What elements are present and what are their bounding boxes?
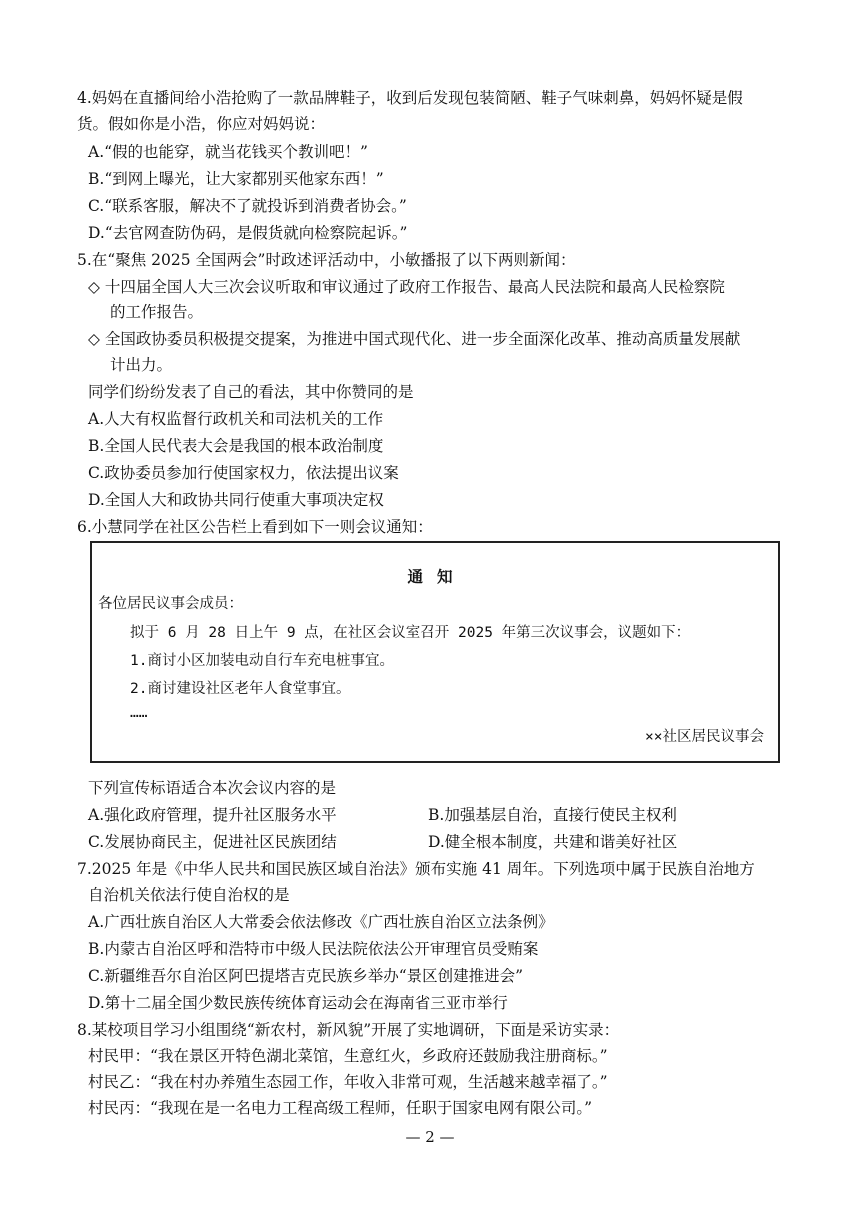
notice-title: 通知 — [407, 568, 467, 586]
q5-news-item-1-cont: 的工作报告。 — [110, 303, 204, 321]
notice-item-2: 2.商讨建设社区老年人食堂事宜。 — [130, 681, 351, 697]
q4-stem-line2: 货。假如你是小浩，你应对妈妈说： — [77, 115, 326, 133]
page-number: — 2 — — [405, 1128, 455, 1146]
q8-quote-3: 村民丙：“我现在是一名电力工程高级工程师，任职于国家电网有限公司。” — [88, 1099, 593, 1117]
notice-salutation: 各位居民议事会成员： — [98, 596, 243, 612]
q8-quote-2: 村民乙：“我在村办养殖生态园工作，年收入非常可观，生活越来越幸福了。” — [88, 1073, 608, 1091]
q6-prompt: 下列宣传标语适合本次会议内容的是 — [88, 779, 337, 797]
q5-option-c: C.政协委员参加行使国家权力，依法提出议案 — [88, 464, 399, 482]
q8-stem: 8.某校项目学习小组围绕“新农村，新风貌”开展了实地调研，下面是采访实录： — [77, 1021, 620, 1039]
q6-option-b: B.加强基层自治，直接行使民主权利 — [428, 806, 677, 824]
q5-option-b: B.全国人民代表大会是我国的根本政治制度 — [88, 437, 384, 455]
q5-news-item-1: ◇ 十四届全国人大三次会议听取和审议通过了政府工作报告、最高人民法院和最高人民检察院 — [88, 278, 725, 296]
notice-ellipsis: …… — [130, 705, 148, 721]
notice-item-1: 1.商讨小区加装电动自行车充电桩事宜。 — [130, 653, 394, 669]
q4-stem-line1: 4.妈妈在直播间给小浩抢购了一款品牌鞋子，收到后发现包装简陋、鞋子气味刺鼻，妈妈怀疑是假 — [77, 89, 743, 107]
q5-news-item-2: ◇ 全国政协委员积极提交提案，为推进中国式现代化、进一步全面深化改革、推动高质量发展献 — [88, 330, 741, 348]
q6-option-c: C.发展协商民主，促进社区民族团结 — [88, 833, 337, 851]
q6-stem: 6.小慧同学在社区公告栏上看到如下一则会议通知： — [77, 518, 433, 536]
notice-box — [90, 541, 780, 763]
q5-option-a: A.人大有权监督行政机关和司法机关的工作 — [88, 410, 384, 428]
q5-prompt: 同学们纷纷发表了自己的看法，其中你赞同的是 — [88, 383, 414, 401]
q4-option-d: D.“去官网查防伪码，是假货就向检察院起诉。” — [88, 224, 408, 242]
q7-stem-line1: 7.2025 年是《中华人民共和国民族区域自治法》颁布实施 41 周年。下列选项中属于民族自治地方 — [77, 860, 755, 878]
notice-signature: ××社区居民议事会 — [645, 729, 764, 745]
q4-option-a: A.“假的也能穿，就当花钱买个教训吧！” — [88, 143, 368, 161]
q5-stem: 5.在“聚焦 2025 全国两会”时政述评活动中，小敏播报了以下两则新闻： — [77, 251, 576, 269]
q6-option-d: D.健全根本制度，共建和谐美好社区 — [428, 833, 678, 851]
q8-quote-1: 村民甲：“我在景区开特色湖北菜馆，生意红火，乡政府还鼓励我注册商标。” — [88, 1047, 608, 1065]
q7-option-a: A.广西壮族自治区人大常委会依法修改《广西壮族自治区立法条例》 — [88, 913, 554, 931]
q4-option-c: C.“联系客服，解决不了就投诉到消费者协会。” — [88, 197, 407, 215]
notice-body: 拟于 6 月 28 日上午 9 点，在社区会议室召开 2025 年第三次议事会，议题如下： — [130, 625, 691, 641]
q5-option-d: D.全国人大和政协共同行使重大事项决定权 — [88, 491, 384, 509]
q6-option-a: A.强化政府管理，提升社区服务水平 — [88, 806, 337, 824]
q7-stem-line2: 自治机关依法行使自治权的是 — [88, 886, 290, 904]
q7-option-c: C.新疆维吾尔自治区阿巴提塔吉克民族乡举办“景区创建推进会” — [88, 967, 524, 985]
q4-option-b: B.“到网上曝光，让大家都别买他家东西！” — [88, 170, 384, 188]
q7-option-d: D.第十二届全国少数民族传统体育运动会在海南省三亚市举行 — [88, 994, 508, 1012]
q7-option-b: B.内蒙古自治区呼和浩特市中级人民法院依法公开审理官员受贿案 — [88, 940, 539, 958]
q5-news-item-2-cont: 计出力。 — [110, 356, 173, 374]
